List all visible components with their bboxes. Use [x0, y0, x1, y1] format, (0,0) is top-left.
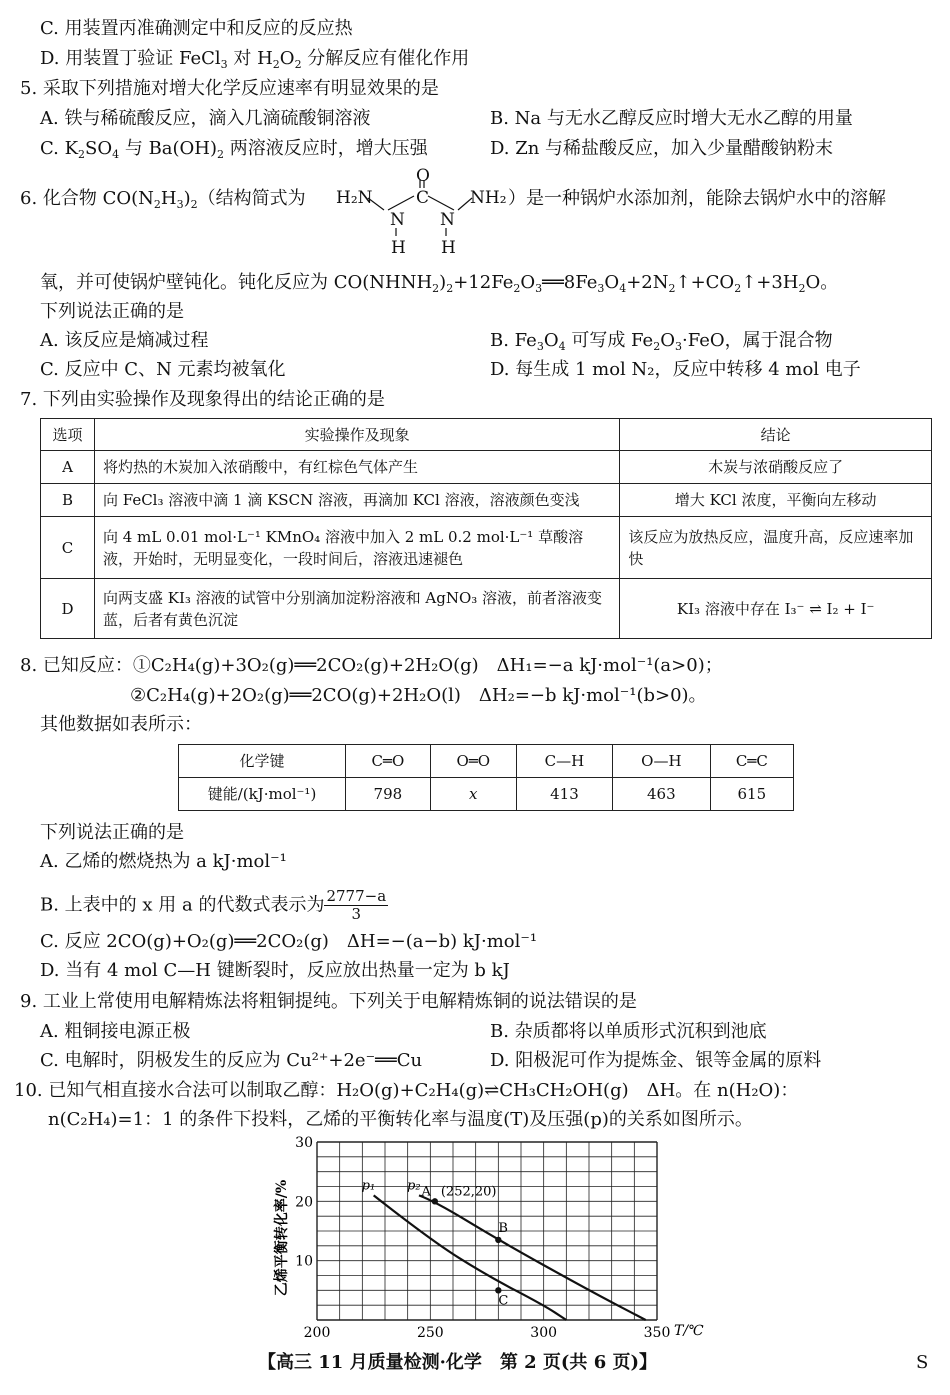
q8-option-a: A. 乙烯的燃烧热为 a kJ·mol⁻¹: [40, 851, 287, 872]
x-tick-label: 300: [530, 1325, 558, 1341]
q6-ask: 下列说法正确的是: [40, 301, 184, 322]
structure-h-left: H: [391, 238, 406, 258]
q9-stem: 9. 工业上常使用电解精炼法将粗铜提纯。下列关于电解精炼铜的说法错误的是: [20, 991, 637, 1012]
q7-cell-operation: 向两支盛 KI₃ 溶液的试管中分别滴加淀粉溶液和 AgNO₃ 溶液，前者溶液变蓝，后者有黄色沉淀: [94, 579, 619, 639]
q7-table: [40, 418, 932, 639]
bond-value-cell: 413: [516, 778, 612, 811]
bond-value-cell: 463: [613, 778, 711, 811]
q4-option-d: D. 用装置丁验证 FeCl$_3$ 对 $H_2O_2$ 分解反应有催化作用: [40, 48, 470, 71]
conversion-chart: [262, 1134, 762, 1344]
bond-header-cell: C═C: [710, 745, 793, 778]
q5-option-d: D. Zn 与稀盐酸反应，加入少量醋酸钠粉末: [490, 138, 834, 159]
q8-stem: 8. 已知反应：①C₂H₄(g)+3O₂(g)══2CO₂(g)+2H₂O(g) ΔH₁=−a kJ·mol⁻¹(a>0)；: [20, 655, 723, 676]
chart-marks: [420, 1184, 508, 1308]
point-annotation-A: (252,20): [440, 1184, 497, 1200]
bond-value-cell: x: [430, 778, 516, 811]
bond-value-cell: 键能/(kJ·mol⁻¹): [179, 778, 346, 811]
y-tick-label: 30: [295, 1135, 313, 1151]
x-tick-label: 200: [303, 1325, 331, 1341]
y-tick-label: 10: [295, 1253, 313, 1270]
structure-c: C: [416, 188, 430, 208]
structure-h2n: H₂N: [336, 188, 373, 208]
q7-table-header: [41, 419, 932, 451]
bond-header-cell: C—H: [516, 745, 612, 778]
bond-header-cell: 化学键: [179, 745, 346, 778]
q9-option-b: B. 杂质都将以单质形式沉积到池底: [490, 1021, 767, 1042]
q6-option-b: B. $Fe_3O_4$ 可写成 $Fe_2O_3\cdot FeO$，属于混合物: [490, 330, 833, 353]
q5-option-b: B. Na 与无水乙醇反应时增大无水乙醇的用量: [490, 108, 853, 129]
bond-value-cell: 615: [710, 778, 793, 811]
bond-value-cell: 798: [346, 778, 431, 811]
table-row: [41, 484, 932, 517]
q10-stem-line2: n(C₂H₄)=1：1 的条件下投料，乙烯的平衡转化率与温度(T)及压强(p)的关系如图所示。: [48, 1109, 753, 1130]
q8-ask: 下列说法正确的是: [40, 822, 184, 843]
q9-option-a: A. 粗铜接电源正极: [40, 1021, 191, 1042]
bond-header-cell: O—H: [613, 745, 711, 778]
point-label-C: C: [498, 1293, 509, 1309]
q7-cell-operation: 将灼热的木炭加入浓硝酸中，有红棕色气体产生: [94, 451, 619, 484]
q7-cell-option: B: [41, 484, 95, 517]
q5-option-a: A. 铁与稀硫酸反应，滴入几滴硫酸铜溶液: [40, 108, 371, 129]
q7-header-option: 选项: [41, 419, 95, 451]
q6-stem: 6. 化合物 $CO(N_2H_3)_2$（结构简式为: [20, 188, 306, 211]
q7-stem: 7. 下列由实验操作及现象得出的结论正确的是: [20, 389, 385, 410]
structure-h-right: H: [441, 238, 456, 258]
table-row: [41, 451, 932, 484]
footer-mark: S: [916, 1352, 929, 1373]
chart-ylabel: 乙烯平衡转化率/%: [274, 1179, 290, 1297]
q9-option-d: D. 阳极泥可作为提炼金、银等金属的原料: [490, 1050, 822, 1071]
bond-header-cell: O═O: [430, 745, 516, 778]
series-label-p1: p₁: [361, 1178, 376, 1194]
structure-o: O: [416, 166, 430, 186]
bond-table-header: [179, 745, 794, 778]
q8-other: 其他数据如表所示：: [40, 714, 202, 735]
urea-structure: [336, 166, 506, 262]
q10-stem-line1: 10. 已知气相直接水合法可以制取乙醇：H₂O(g)+C₂H₄(g)⇌CH₃CH₂OH(g) ΔH。在 n(H₂O)：: [14, 1080, 799, 1101]
q6-option-c: C. 反应中 C、N 元素均被氧化: [40, 359, 286, 380]
q8-option-d: D. 当有 4 mol C—H 键断裂时，反应放出热量一定为 b kJ: [40, 960, 510, 981]
y-tick-label: 20: [295, 1194, 313, 1211]
q7-cell-conclusion: 木炭与浓硝酸反应了: [620, 451, 932, 484]
structure-n-left: N: [390, 210, 405, 230]
chart-xlabel: T/℃: [674, 1323, 704, 1339]
point-label-B: B: [498, 1220, 508, 1236]
q7-cell-option: C: [41, 517, 95, 579]
q8-option-b: B. 上表中的 x 用 a 的代数式表示为 $\frac{2777-a}{3}$: [40, 887, 387, 923]
structure-n-right: N: [440, 210, 455, 230]
q8-reaction-2: ②C₂H₄(g)+2O₂(g)══2CO(g)+2H₂O(l) ΔH₂=−b kJ·mol⁻¹(b>0)。: [130, 685, 707, 706]
table-row: [41, 579, 932, 639]
table-row: [179, 778, 794, 811]
q7-header-conclusion: 结论: [620, 419, 932, 451]
chart-grid: [295, 1135, 670, 1341]
q7-cell-conclusion: 增大 KCl 浓度，平衡向左移动: [620, 484, 932, 517]
q7-header-operation: 实验操作及现象: [94, 419, 619, 451]
x-tick-label: 250: [416, 1325, 444, 1341]
q7-cell-operation: 向 FeCl₃ 溶液中滴 1 滴 KSCN 溶液，再滴加 KCl 溶液，溶液颜色变浅: [94, 484, 619, 517]
x-tick-label: 350: [643, 1325, 671, 1341]
q7-cell-option: A: [41, 451, 95, 484]
q8-option-c: C. 反应 2CO(g)+O₂(g)══2CO₂(g) ΔH=−(a−b) kJ·mol⁻¹: [40, 931, 538, 952]
table-row: [41, 517, 932, 579]
q7-cell-operation: 向 4 mL 0.01 mol·L⁻¹ KMnO₄ 溶液中加入 2 mL 0.2 mol·L⁻¹ 草酸溶液，开始时，无明显变化，一段时间后，溶液迅速褪色: [94, 517, 619, 579]
data-point-A: [432, 1198, 438, 1204]
page-footer: 【高三 11 月质量检测·化学 第 2 页(共 6 页)】: [258, 1352, 657, 1373]
bond-energy-table: [178, 744, 794, 811]
q5-stem: 5. 采取下列措施对增大化学反应速率有明显效果的是: [20, 78, 439, 99]
series-label-p2: p₂: [407, 1178, 421, 1194]
bond-header-cell: C═O: [346, 745, 431, 778]
q9-option-c: C. 电解时，阴极发生的反应为 Cu²⁺+2e⁻══Cu: [40, 1050, 423, 1071]
q7-cell-conclusion: KI₃ 溶液中存在 I₃⁻ ⇌ I₂ + I⁻: [620, 579, 932, 639]
data-point-B: [495, 1237, 501, 1243]
q7-cell-conclusion: 该反应为放热反应，温度升高，反应速率加快: [620, 517, 932, 579]
series-line-p1: [374, 1195, 567, 1320]
q5-option-c: C. $K_2SO_4$ 与 $Ba(OH)_2$ 两溶液反应时，增大压强: [40, 138, 428, 161]
q6-option-d: D. 每生成 1 mol N₂，反应中转移 4 mol 电子: [490, 359, 861, 380]
q6-reaction: 氧，并可使锅炉壁钝化。钝化反应为 $CO(NHNH_2)_2+12Fe_2O_3══8Fe_3O_4+2N_2↑+CO_2↑+3H_2O$。: [40, 272, 839, 295]
structure-nh2: NH₂: [470, 188, 507, 208]
fraction: $\frac{2777-a}{3}$: [326, 887, 387, 923]
q6-option-a: A. 该反应是熵减过程: [40, 330, 209, 351]
q4-option-c: C. 用装置丙准确测定中和反应的反应热: [40, 18, 353, 39]
q6-stem-tail: ）是一种锅炉水添加剂，能除去锅炉水中的溶解: [508, 188, 886, 209]
point-label-A: A: [421, 1184, 431, 1200]
q7-cell-option: D: [41, 579, 95, 639]
